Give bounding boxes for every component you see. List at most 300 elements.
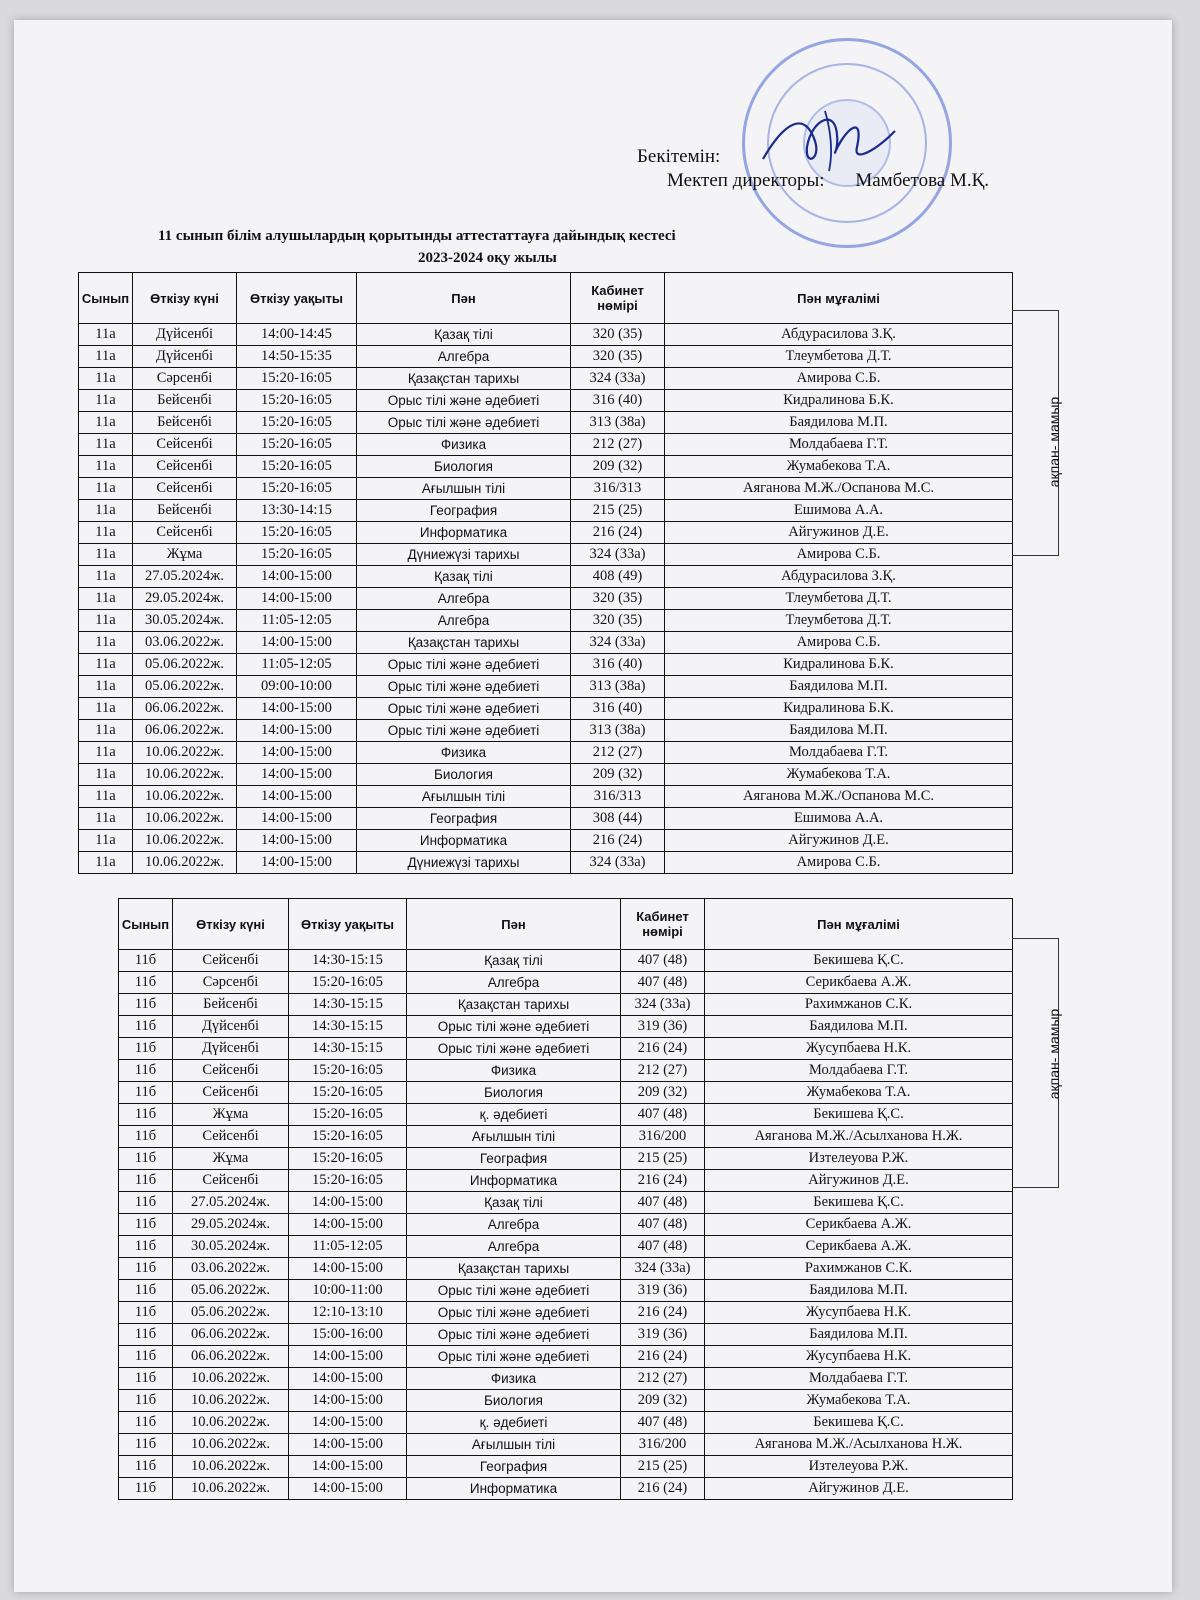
cell-teacher: Рахимжанов С.К. [705,994,1013,1016]
cell-teacher: Тлеумбетова Д.Т. [665,346,1013,368]
cell-time: 14:00-15:00 [289,1258,407,1280]
cell-time: 11:05-12:05 [289,1236,407,1258]
header-subject: Пән [407,899,621,950]
cell-subject: Орыс тілі және әдебиеті [407,1016,621,1038]
table-row [79,500,1013,522]
table-row [119,1038,1013,1060]
table-row [119,994,1013,1016]
cell-time: 14:30-15:15 [289,994,407,1016]
cell-teacher: Кидралинова Б.К. [665,654,1013,676]
table-row [79,588,1013,610]
table-row [119,1148,1013,1170]
cell-class: 11а [79,566,133,588]
cell-time: 15:20-16:05 [289,1104,407,1126]
cell-time: 15:20-16:05 [289,972,407,994]
cell-class: 11б [119,1478,173,1500]
cell-teacher: Амирова С.Б. [665,368,1013,390]
table-row [119,1412,1013,1434]
schedule-table-11b [118,898,1013,1500]
cell-room: 320 (35) [571,610,665,632]
cell-teacher: Баядилова М.П. [705,1016,1013,1038]
cell-class: 11б [119,1412,173,1434]
cell-class: 11б [119,1038,173,1060]
cell-teacher: Серикбаева А.Ж. [705,1214,1013,1236]
cell-time: 15:20-16:05 [237,478,357,500]
cell-time: 15:20-16:05 [237,544,357,566]
table-row [119,1126,1013,1148]
table-row [79,698,1013,720]
cell-subject: қ. әдебиеті [407,1104,621,1126]
cell-teacher: Ешимова А.А. [665,808,1013,830]
table-row [79,456,1013,478]
table-row [79,522,1013,544]
cell-class: 11а [79,764,133,786]
cell-time: 14:30-15:15 [289,1016,407,1038]
document-title: 11 сынып білім алушылардың қорытынды аттестаттауға дайындық кестесі [158,228,676,244]
cell-class: 11б [119,1280,173,1302]
cell-time: 15:20-16:05 [289,1126,407,1148]
cell-class: 11б [119,1082,173,1104]
cell-teacher: Изтелеуова Р.Ж. [705,1148,1013,1170]
cell-date: Бейсенбі [133,390,237,412]
cell-time: 14:00-15:00 [289,1390,407,1412]
cell-subject: Қазақ тілі [357,566,571,588]
cell-time: 14:00-15:00 [237,852,357,874]
cell-subject: Қазақ тілі [407,1192,621,1214]
cell-subject: Ағылшын тілі [407,1126,621,1148]
cell-date: Дүйсенбі [173,1038,289,1060]
cell-time: 10:00-11:00 [289,1280,407,1302]
cell-class: 11а [79,742,133,764]
table-row [79,786,1013,808]
table-row [79,676,1013,698]
header-date: Өткізу күні [133,273,237,324]
cell-subject: Қазақстан тарихы [357,368,571,390]
cell-subject: Информатика [357,830,571,852]
cell-time: 14:30-15:15 [289,1038,407,1060]
cell-subject: Дүниежүзі тарихы [357,852,571,874]
cell-subject: Қазақстан тарихы [407,1258,621,1280]
cell-teacher: Тлеумбетова Д.Т. [665,588,1013,610]
cell-room: 316/200 [621,1434,705,1456]
cell-date: Бейсенбі [173,994,289,1016]
cell-room: 320 (35) [571,324,665,346]
cell-subject: Қазақ тілі [407,950,621,972]
cell-subject: Алгебра [407,1236,621,1258]
cell-teacher: Баядилова М.П. [705,1280,1013,1302]
cell-subject: Орыс тілі және әдебиеті [357,676,571,698]
cell-room: 407 (48) [621,1412,705,1434]
document-sheet [14,20,1172,1592]
cell-room: 209 (32) [571,764,665,786]
cell-room: 324 (33а) [571,368,665,390]
table-row [119,1170,1013,1192]
cell-teacher: Молдабаева Г.Т. [665,742,1013,764]
cell-room: 212 (27) [621,1368,705,1390]
cell-time: 09:00-10:00 [237,676,357,698]
cell-teacher: Аяганова М.Ж./Оспанова М.С. [665,478,1013,500]
cell-subject: Алгебра [357,610,571,632]
cell-room: 407 (48) [621,972,705,994]
cell-time: 14:50-15:35 [237,346,357,368]
cell-subject: қ. әдебиеті [407,1412,621,1434]
cell-date: Сейсенбі [173,1170,289,1192]
cell-class: 11а [79,610,133,632]
cell-teacher: Жусупбаева Н.К. [705,1346,1013,1368]
cell-subject: Орыс тілі және әдебиеті [407,1346,621,1368]
cell-subject: Орыс тілі және әдебиеті [407,1038,621,1060]
cell-date: Дүйсенбі [173,1016,289,1038]
table-row [119,1302,1013,1324]
cell-teacher: Молдабаева Г.Т. [705,1368,1013,1390]
cell-room: 319 (36) [621,1280,705,1302]
cell-teacher: Амирова С.Б. [665,544,1013,566]
cell-date: Дүйсенбі [133,324,237,346]
cell-room: 216 (24) [621,1170,705,1192]
cell-class: 11а [79,368,133,390]
cell-time: 15:20-16:05 [237,434,357,456]
cell-class: 11а [79,390,133,412]
cell-class: 11б [119,1192,173,1214]
cell-room: 212 (27) [621,1060,705,1082]
cell-time: 15:20-16:05 [289,1060,407,1082]
cell-class: 11а [79,808,133,830]
table-row [119,972,1013,994]
cell-room: 324 (33а) [571,632,665,654]
cell-time: 14:00-15:00 [289,1214,407,1236]
cell-teacher: Абдурасилова З.Қ. [665,324,1013,346]
cell-room: 209 (32) [571,456,665,478]
table-row [79,368,1013,390]
cell-class: 11а [79,852,133,874]
cell-teacher: Баядилова М.П. [665,720,1013,742]
cell-subject: Орыс тілі және әдебиеті [357,698,571,720]
cell-room: 316/313 [571,478,665,500]
cell-subject: Физика [407,1368,621,1390]
cell-date: 30.05.2024ж. [173,1236,289,1258]
cell-time: 14:00-15:00 [289,1434,407,1456]
table-row [79,852,1013,874]
cell-room: 407 (48) [621,1192,705,1214]
cell-date: Сейсенбі [133,456,237,478]
cell-class: 11а [79,786,133,808]
cell-date: 29.05.2024ж. [173,1214,289,1236]
cell-date: Сейсенбі [173,1082,289,1104]
cell-teacher: Бекишева Қ.С. [705,1412,1013,1434]
cell-teacher: Аяганова М.Ж./Асылханова Н.Ж. [705,1434,1013,1456]
cell-time: 14:00-15:00 [289,1412,407,1434]
cell-teacher: Жусупбаева Н.К. [705,1038,1013,1060]
table-row [119,1082,1013,1104]
cell-date: 10.06.2022ж. [173,1456,289,1478]
cell-teacher: Бекишева Қ.С. [705,950,1013,972]
schedule-table-11a [78,272,1013,874]
cell-teacher: Аяганова М.Ж./Асылханова Н.Ж. [705,1126,1013,1148]
cell-time: 15:20-16:05 [237,456,357,478]
header-time: Өткізу уақыты [289,899,407,950]
cell-subject: Орыс тілі және әдебиеті [407,1324,621,1346]
table-row [79,544,1013,566]
director-line [667,170,989,192]
cell-class: 11б [119,1236,173,1258]
cell-date: 10.06.2022ж. [133,852,237,874]
cell-room: 215 (25) [571,500,665,522]
cell-time: 14:00-15:00 [237,808,357,830]
table-row [119,1368,1013,1390]
cell-teacher: Серикбаева А.Ж. [705,972,1013,994]
cell-class: 11б [119,1258,173,1280]
header-subject: Пән [357,273,571,324]
cell-class: 11а [79,544,133,566]
director-name: Мамбетова М.Қ. [855,170,990,191]
table-row [119,1016,1013,1038]
cell-teacher: Айгужинов Д.Е. [705,1170,1013,1192]
cell-room: 313 (38а) [571,720,665,742]
cell-class: 11а [79,434,133,456]
cell-date: Бейсенбі [133,412,237,434]
cell-subject: Орыс тілі және әдебиеті [357,720,571,742]
cell-teacher: Амирова С.Б. [665,632,1013,654]
cell-date: 06.06.2022ж. [133,720,237,742]
cell-class: 11а [79,478,133,500]
cell-room: 216 (24) [571,522,665,544]
table-row [119,950,1013,972]
cell-date: 06.06.2022ж. [173,1324,289,1346]
cell-time: 14:00-15:00 [237,566,357,588]
cell-subject: Орыс тілі және әдебиеті [357,390,571,412]
cell-class: 11а [79,830,133,852]
cell-room: 313 (38а) [571,676,665,698]
cell-date: 30.05.2024ж. [133,610,237,632]
cell-teacher: Бекишева Қ.С. [705,1104,1013,1126]
cell-class: 11б [119,994,173,1016]
cell-class: 11б [119,972,173,994]
cell-class: 11б [119,1390,173,1412]
cell-class: 11а [79,588,133,610]
cell-date: Сейсенбі [173,950,289,972]
cell-class: 11б [119,1104,173,1126]
cell-class: 11б [119,1456,173,1478]
school-stamp [742,38,952,248]
cell-teacher: Айгужинов Д.Е. [705,1478,1013,1500]
cell-subject: Орыс тілі және әдебиеті [407,1280,621,1302]
cell-room: 215 (25) [621,1456,705,1478]
cell-subject: Алгебра [357,588,571,610]
table-row [119,1434,1013,1456]
cell-time: 14:00-15:00 [289,1478,407,1500]
cell-date: 03.06.2022ж. [173,1258,289,1280]
cell-time: 15:20-16:05 [289,1170,407,1192]
cell-teacher: Жумабекова Т.А. [665,456,1013,478]
cell-subject: Алгебра [357,346,571,368]
table-row [119,1324,1013,1346]
cell-room: 216 (24) [621,1302,705,1324]
cell-room: 407 (48) [621,1104,705,1126]
table-row [119,1236,1013,1258]
table-row [119,1478,1013,1500]
cell-date: 10.06.2022ж. [173,1390,289,1412]
cell-time: 15:00-16:00 [289,1324,407,1346]
academic-year: 2023-2024 оқу жылы [418,250,557,266]
cell-teacher: Рахимжанов С.К. [705,1258,1013,1280]
cell-time: 11:05-12:05 [237,610,357,632]
cell-room: 313 (38а) [571,412,665,434]
cell-teacher: Кидралинова Б.К. [665,698,1013,720]
cell-room: 407 (48) [621,950,705,972]
cell-class: 11б [119,1434,173,1456]
cell-subject: География [407,1148,621,1170]
cell-teacher: Амирова С.Б. [665,852,1013,874]
cell-subject: Ағылшын тілі [407,1434,621,1456]
cell-date: 27.05.2024ж. [133,566,237,588]
cell-date: Сейсенбі [173,1126,289,1148]
header-class: Сынып [79,273,133,324]
table-row [119,1192,1013,1214]
cell-room: 320 (35) [571,346,665,368]
cell-time: 14:00-15:00 [289,1368,407,1390]
cell-date: Бейсенбі [133,500,237,522]
cell-teacher: Тлеумбетова Д.Т. [665,610,1013,632]
table-row [79,478,1013,500]
table-row [79,610,1013,632]
cell-date: 10.06.2022ж. [133,764,237,786]
cell-time: 13:30-14:15 [237,500,357,522]
cell-room: 209 (32) [621,1082,705,1104]
table-row [119,1104,1013,1126]
cell-room: 407 (48) [621,1214,705,1236]
cell-room: 316 (40) [571,654,665,676]
cell-subject: Биология [407,1390,621,1412]
cell-date: Жұма [173,1148,289,1170]
table-body-11b [119,950,1013,1500]
cell-subject: Биология [357,456,571,478]
cell-room: 216 (24) [571,830,665,852]
cell-subject: Орыс тілі және әдебиеті [357,412,571,434]
cell-time: 14:00-15:00 [237,720,357,742]
cell-class: 11б [119,1060,173,1082]
table-row [79,566,1013,588]
cell-subject: Қазақ тілі [357,324,571,346]
table-row [79,764,1013,786]
cell-subject: География [357,500,571,522]
cell-class: 11а [79,500,133,522]
header-room: Кабинет нөмірі [621,899,705,950]
cell-class: 11а [79,698,133,720]
cell-time: 15:20-16:05 [237,412,357,434]
cell-time: 14:00-15:00 [237,698,357,720]
cell-class: 11б [119,1126,173,1148]
cell-date: Сейсенбі [133,478,237,500]
cell-subject: География [357,808,571,830]
cell-class: 11б [119,1016,173,1038]
table-row [79,324,1013,346]
cell-date: 10.06.2022ж. [173,1368,289,1390]
header-teacher: Пән мұғалімі [705,899,1013,950]
cell-class: 11б [119,1368,173,1390]
cell-class: 11а [79,324,133,346]
cell-date: 10.06.2022ж. [133,830,237,852]
cell-class: 11б [119,950,173,972]
cell-class: 11а [79,676,133,698]
cell-class: 11а [79,632,133,654]
cell-room: 216 (24) [621,1346,705,1368]
cell-subject: Информатика [357,522,571,544]
cell-room: 216 (24) [621,1478,705,1500]
cell-subject: Алгебра [407,972,621,994]
cell-time: 12:10-13:10 [289,1302,407,1324]
cell-room: 316/200 [621,1126,705,1148]
table-header-row [79,273,1013,324]
director-signature [745,101,955,181]
cell-room: 308 (44) [571,808,665,830]
cell-date: 05.06.2022ж. [133,676,237,698]
cell-room: 215 (25) [621,1148,705,1170]
cell-time: 14:00-15:00 [289,1192,407,1214]
cell-subject: Қазақстан тарихы [357,632,571,654]
cell-date: Жұма [173,1104,289,1126]
cell-date: 10.06.2022ж. [173,1478,289,1500]
cell-room: 319 (36) [621,1016,705,1038]
table-row [119,1346,1013,1368]
cell-teacher: Баядилова М.П. [665,412,1013,434]
cell-room: 408 (49) [571,566,665,588]
cell-room: 316/313 [571,786,665,808]
cell-class: 11а [79,346,133,368]
cell-date: Сәрсенбі [173,972,289,994]
cell-time: 15:20-16:05 [237,390,357,412]
table-row [79,808,1013,830]
header-date: Өткізу күні [173,899,289,950]
cell-time: 14:00-15:00 [289,1456,407,1478]
cell-time: 11:05-12:05 [237,654,357,676]
cell-room: 319 (36) [621,1324,705,1346]
table-row [79,434,1013,456]
cell-class: 11б [119,1170,173,1192]
cell-teacher: Молдабаева Г.Т. [665,434,1013,456]
table-row [79,632,1013,654]
cell-teacher: Айгужинов Д.Е. [665,522,1013,544]
cell-time: 15:20-16:05 [237,522,357,544]
table-body-11a [79,324,1013,874]
cell-time: 14:00-15:00 [237,588,357,610]
cell-teacher: Жумабекова Т.А. [705,1390,1013,1412]
table-row [119,1060,1013,1082]
cell-time: 14:00-15:00 [237,632,357,654]
cell-date: 06.06.2022ж. [133,698,237,720]
cell-teacher: Абдурасилова З.Қ. [665,566,1013,588]
cell-teacher: Кидралинова Б.К. [665,390,1013,412]
cell-subject: Орыс тілі және әдебиеті [407,1302,621,1324]
cell-class: 11а [79,720,133,742]
director-label: Мектеп директоры: [667,170,825,191]
cell-class: 11а [79,412,133,434]
cell-teacher: Бекишева Қ.С. [705,1192,1013,1214]
cell-time: 14:00-15:00 [237,786,357,808]
cell-subject: Биология [407,1082,621,1104]
cell-date: Сәрсенбі [133,368,237,390]
cell-date: 10.06.2022ж. [133,742,237,764]
cell-date: 05.06.2022ж. [133,654,237,676]
cell-subject: Физика [407,1060,621,1082]
cell-subject: Физика [357,742,571,764]
table-row [119,1390,1013,1412]
cell-time: 14:30-15:15 [289,950,407,972]
table-row [119,1280,1013,1302]
cell-date: 10.06.2022ж. [173,1412,289,1434]
approval-label: Бекітемін: [637,146,721,167]
cell-teacher: Жумабекова Т.А. [705,1082,1013,1104]
cell-teacher: Ешимова А.А. [665,500,1013,522]
